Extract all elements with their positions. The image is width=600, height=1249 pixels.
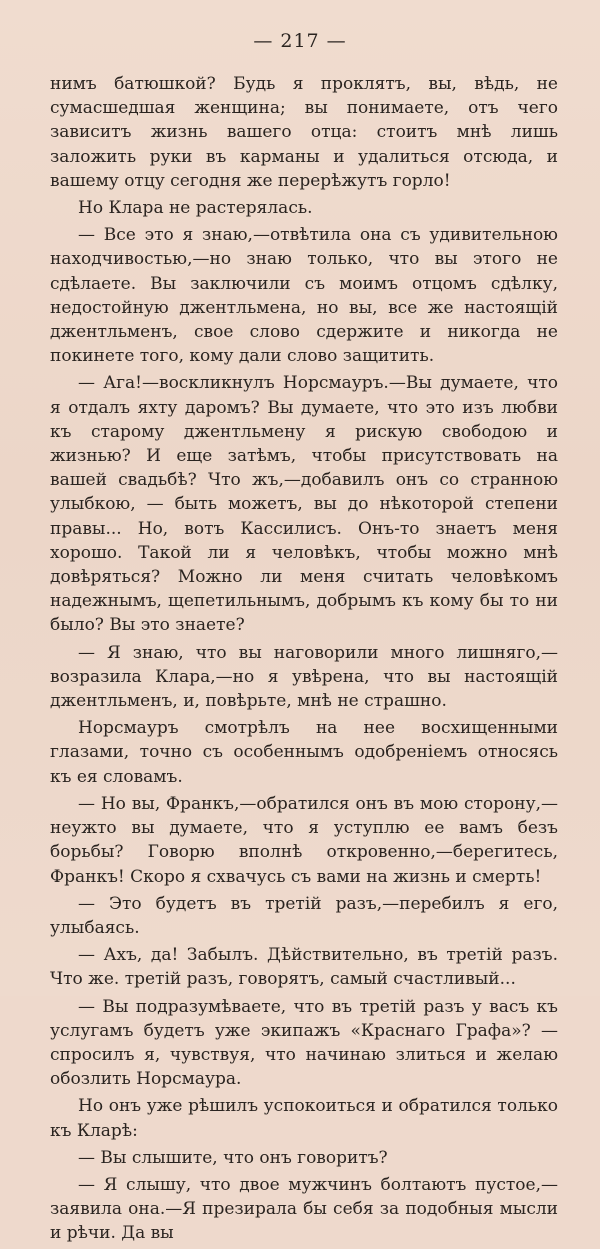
paragraph: — Все это я знаю,—отвѣтила она съ удивительною находчивостью,—но знаю только, что вы этого не сдѣлаете. Вы заключили съ моимъ отцомъ сдѣлку, недостойную джентльмена, но вы, все же настоящій джентльменъ, свое слово сдержите и никогда не покинете того, кому дали слово защитить. xyxy=(50,225,558,367)
page-number: — 217 — xyxy=(253,30,347,52)
paragraph: — Это будетъ въ третій разъ,—перебилъ я его, улыбаясь. xyxy=(50,893,558,938)
paragraph: — Вы слышите, что онъ говоритъ? xyxy=(78,1147,388,1168)
paragraph: Но онъ уже рѣшилъ успокоиться и обратился только къ Кларѣ: xyxy=(50,1096,558,1141)
paragraph: — Я знаю, что вы наговорили много лишняго,—возразила Клара,—но я увѣрена, что вы настоящій джентльменъ, и, повѣрьте, мнѣ не страшно. xyxy=(50,642,558,712)
paragraph: — Я слышу, что двое мужчинъ болтаютъ пустое,—заявила она.—Я презирала бы себя за подобныя мысли и рѣчи. Да вы xyxy=(50,1174,558,1244)
paragraph: Норсмауръ смотрѣлъ на нее восхищенными глазами, точно съ особеннымъ одобреніемъ относясь къ ея словамъ. xyxy=(50,718,558,787)
paragraph: нимъ батюшкой? Будь я проклятъ, вы, вѣдь, не сумасшедшая женщина; вы понимаете, отъ чего зависитъ жизнь вашего отца: стоитъ мнѣ лишь заложить руки въ карманы и удалиться отсюда, и вашему отцу сегодня же перерѣжутъ горло! xyxy=(50,74,558,191)
paragraph: — Но вы, Франкъ,—обратился онъ въ мою сторону,—неужто вы думаете, что я уступлю ее вамъ безъ борьбы? Говорю вполнѣ откровенно,—берегитесь, Франкъ! Скоро я схвачусь съ вами на жизнь и смерть! xyxy=(50,793,558,887)
body-text xyxy=(50,72,558,1249)
paragraph: — Вы подразумѣваете, что въ третій разъ у васъ къ услугамъ будетъ уже экипажъ «Краснаго Графа»? — спросилъ я, чувствуя, что начинаю злиться и желаю обозлить Норсмаура. xyxy=(50,996,558,1090)
paragraph: — Ахъ, да! Забылъ. Дѣйствительно, въ третій разъ. Что же. третій разъ, говорятъ, самый счастливый... xyxy=(50,945,558,990)
paragraph: Но Клара не растерялась. xyxy=(78,198,313,219)
paragraph: — Ага!—воскликнулъ Норсмауръ.—Вы думаете, что я отдалъ яхту даромъ? Вы думаете, что это изъ любви къ старому джентльмену я рискую свободою и жизнью? И еще затѣмъ, чтобы присутствовать на вашей свадьбѣ? Что жъ,—добавилъ онъ со странною улыбкою, — быть можетъ, вы до нѣкоторой степени правы... Но, вотъ Кассилисъ. Онъ-то знаетъ меня хорошо. Такой ли я человѣкъ, чтобы можно мнѣ довѣряться? Можно ли меня считать человѣкомъ надежнымъ, щепетильнымъ, добрымъ къ кому бы то ни было? Вы это знаете? xyxy=(50,373,558,636)
